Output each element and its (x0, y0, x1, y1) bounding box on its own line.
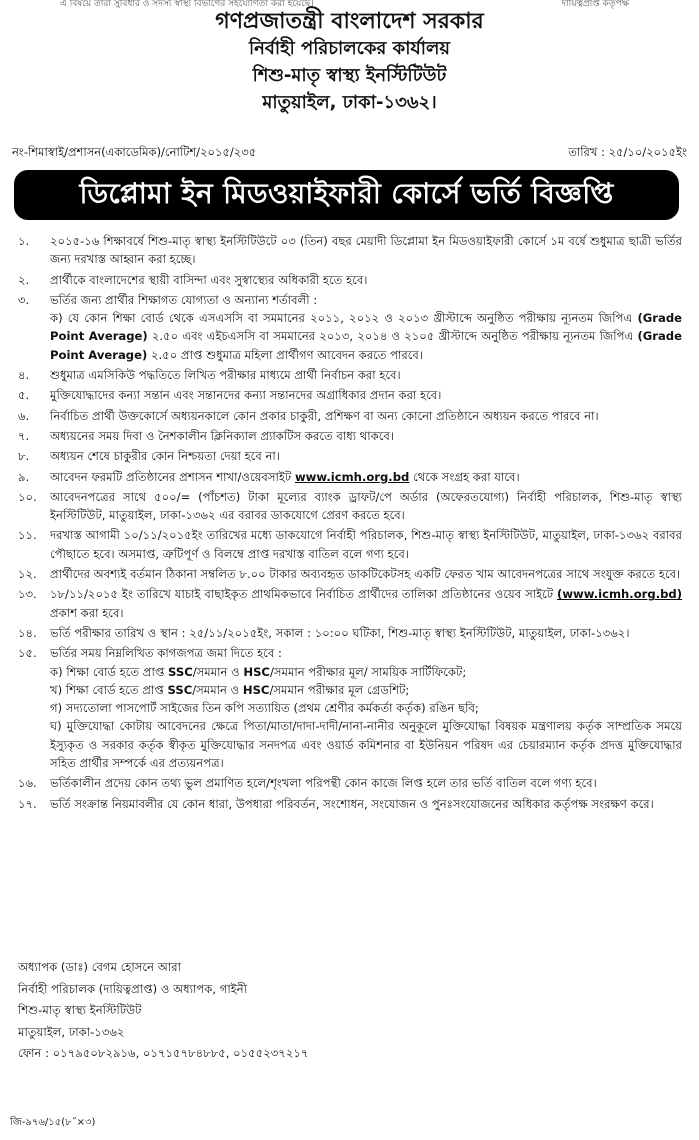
item-number: ১৬. (18, 776, 37, 791)
office-title: নির্বাহী পরিচালকের কার্যালয় (248, 38, 451, 59)
hsc-label: HSC (242, 682, 270, 697)
item-text: প্রার্থীদের অবশ্যই বর্তমান ঠিকানা সম্বলিত ৮.০০ টাকার অব্যবহৃত ডাকটিকেটসহ একটি ফেরত খাম আবেদনপত্রের সাথে সংযুক্ত করতে হবে। (50, 567, 681, 582)
item-number: ১৭. (18, 796, 37, 811)
list-item (14, 291, 682, 364)
signatory-name: অধ্যাপক (ডাঃ) বেগম হোসনে আরা (18, 960, 181, 974)
item-text: দরখাস্ত আগামী ১০/১১/২০১৫ইং তারিখের মধ্যে ডাকযোগে নির্বাহী পরিচালক, শিশু-মাতৃ স্বাস্থ্য ইনস্টিটিউট, মাতুয়াইল, ঢাকা-১৩৬২ বরাবর পৌছাতে হবে। অসমাপ্ত, ত্রুটিপূর্ণ ও বিলম্বে প্রাপ্ত দরখাস্ত বাতিল বলে গণ্য হবে। (50, 528, 682, 561)
item-text: ২০১৫-১৬ শিক্ষাবর্ষে শিশু-মাতৃ স্বাস্থ্য ইনস্টিটিউটে ০৩ (তিন) বছর মেয়াদী ডিপ্লোমা ইন মিডওয়াইফারী কোর্সে ১ম বর্ষে শুধুমাত্র ছাত্রী ভর্তির জন্য দরখাস্ত আহ্বান করা হচ্ছে। (50, 234, 682, 267)
notice-items (14, 232, 682, 815)
notice-title: ডিপ্লোমা ইন মিডওয়াইফারী কোর্সে ভর্তি বিজ্ঞপ্তি (79, 176, 614, 210)
sub-a-part2: ২.৫০ এবং এইচএসসি বা সমমানের ২০১৩, ২০১৪ ও ২১০৫ খ্রীস্টাব্দে অনুষ্ঠিত পরীক্ষায় ন্যূনতম জিপিএ (147, 329, 638, 344)
signature-block (18, 957, 308, 1065)
item-15-sub-d: ঘ) মুক্তিযোদ্ধা কোটায় আবেদনের ক্ষেত্রে পিতা/মাতা/দাদা-দাদী/নানা-নানীর অনুকূলে মুক্তিযোদ্ধা বিষয়ক মন্ত্রণালয় কর্তৃক সাম্প্রতিক সময়ে ইস্যুকৃত ও সরকার কর্তৃক স্বীকৃত মুক্তিযোদ্ধার সনদপত্র এবং ওয়ার্ড কমিশনার বা ইউনিয়ন পরিষদ এর চেয়ারম্যান কর্তৃক প্রদত্ত মুক্তিযোদ্ধার সহিত প্রার্থীর সম্পর্কে এর প্রত্যয়নপত্র। (50, 719, 682, 771)
item-number: ১৩. (18, 587, 37, 602)
item-text: ভর্তিকালীন প্রদেয় কোন তথ্য ভুল প্রমাণিত হলে/শৃংখলা পরিপন্থী কোন কাজে লিপ্ত হলে তার ভর্তি বাতিল বলে গণ্য হবে। (50, 776, 597, 791)
ssc-label: SSC (167, 682, 193, 697)
item-text: মুক্তিযোদ্ধাদের কন্যা সন্তান এবং সন্তানদের কন্যা সন্তানদের অগ্রাধিকার প্রদান করা হবে। (50, 388, 442, 403)
item-text: ভর্তি সংক্রান্ত নিয়মাবলীর যে কোন ধারা, উপধারা পরিবর্তন, সংশোধন, সংযোজন ও পুনঃসংযোজনের অধিকার কর্তৃপক্ষ সংরক্ষণ করে। (50, 796, 654, 811)
item-number: ৫. (18, 388, 30, 403)
item-15-sub-c: গ) সদ্যতোলা পাসপোর্ট সাইজের তিন কপি সত্যায়িত (প্রথম শ্রেণীর কর্মকর্তা কর্তৃক) রঙিন ছবি; (50, 701, 479, 716)
ssc-label: SSC (168, 664, 193, 679)
list-item (14, 271, 682, 289)
item-text: অধ্যয়ন শেষে চাকুরীর কোন নিশ্চয়তা দেয়া হবে না। (50, 449, 280, 464)
item-13-part2: প্রকাশ করা হবে। (50, 605, 124, 620)
item-number: ১০. (18, 489, 37, 504)
item-text (50, 291, 682, 364)
item-3-heading: ভর্তির জন্য প্রার্থীর শিক্ষাগত যোগ্যতা ও অন্যান্য শর্তাবলী : (50, 292, 318, 307)
list-item (14, 624, 682, 642)
item-number: ১৫. (18, 646, 37, 661)
gpa-label: (Grade Point Average) (50, 329, 682, 362)
signatory-designation: নির্বাহী পরিচালক (দায়িত্বপ্রাপ্ত) ও অধ্যাপক, গাইনী (18, 981, 247, 996)
signatory-phone: ফোন : ০১৭৯৫০৮২৯১৬, ০১৭১৫৭৮৪৮৮৫, ০১৫৫২৩৭২১৭ (18, 1046, 309, 1060)
item-number: ১. (18, 234, 30, 248)
item-number: ১১. (18, 528, 37, 543)
notice-date: তারিখ : ২৫/১০/২০১৫ইং (568, 145, 687, 159)
sub-b-post: /সমমান পরীক্ষার মূল গ্রেডশিট; (269, 682, 410, 697)
item-text: শুধুমাত্র এমসিকিউ পদ্ধতিতে লিখিত পরীক্ষার মাধ্যমে প্রার্থী নির্বাচন করা হবে। (50, 368, 401, 383)
item-number: ২. (18, 272, 30, 287)
list-item (14, 644, 682, 772)
item-number: ১২. (18, 567, 37, 582)
sub-a-part1: ক) যে কোন শিক্ষা বোর্ড থেকে এসএসসি বা সমমানের ২০১১, ২০১২ ও ২০১৩ খ্রীস্টাব্দে অনুষ্ঠিত পরীক্ষায় ন্যূনতম জিপিএ (50, 311, 638, 326)
govt-title: গণপ্রজাতন্ত্রী বাংলাদেশ সরকার (215, 9, 484, 34)
item-13-part1: ১৮/১১/২০১৫ ইং তারিখে যাচাই বাছাইকৃত প্রাথমিকভাবে নির্বাচিত প্রার্থীদের তালিকা প্রতিষ্ঠানের ওয়েব সাইটে (50, 587, 558, 602)
item-number: ৭. (18, 428, 30, 443)
cropped-top-left: এ বিষয়ে তারা সুবিধার ও সদস্য স্বাস্থ্য বিভাগের সহযোগিতা করা হয়েছে। (60, 0, 314, 9)
item-number: ৩. (18, 292, 30, 307)
list-item (14, 407, 682, 425)
list-item (14, 447, 682, 465)
publication-code: জি-৯৭৬/১৫(৮˝×৩) (10, 1117, 96, 1128)
hsc-label: HSC (243, 664, 270, 679)
item-15-heading: ভর্তির সময় নিম্নলিখিত কাগজপত্র জমা দিতে হবে : (50, 646, 282, 661)
list-item (14, 774, 682, 792)
item-text: অধ্যয়নের সময় দিবা ও নৈশকালীন ক্লিনিক্যাল প্র্যাকটিস করতে বাধ্য থাকবে। (50, 428, 394, 443)
website-link[interactable]: (www.icmh.org.bd) (557, 587, 682, 602)
item-15-sub-b (50, 681, 682, 699)
item-number: ৯. (18, 469, 30, 484)
item-text: ভর্তি পরীক্ষার তারিখ ও স্থান : ২৫/১১/২০১৫ইং, সকাল : ১০:০০ ঘটিকা, শিশু-মাতৃ স্বাস্থ্য ইনস্টিটিউট, মাতুয়াইল, ঢাকা-১৩৬২। (50, 625, 630, 640)
letterhead (0, 8, 699, 116)
item-text: নির্বাচিত প্রার্থী উক্তকোর্সে অধ্যয়নকালে কোন প্রকার চাকুরী, প্রশিক্ষণ বা অন্য কোনো প্রতিষ্ঠানে অধ্যয়ন করতে পারবে না। (50, 408, 599, 423)
item-number: ১৪. (18, 625, 37, 640)
sub-a-pre: ক) শিক্ষা বোর্ড হতে প্রাপ্ত (50, 664, 169, 679)
item-number: ৪. (18, 368, 30, 383)
item-9-part1: আবেদন ফরমটি প্রতিষ্ঠানের প্রশাসন শাখা/ওয়েবসাইট (50, 469, 295, 484)
item-text: আবেদনপত্রের সাথে ৫০০/= (পাঁচশত) টাকা মূল্যের ব্যাংক ড্রাফট/পে অর্ডার (অফেরতযোগ্য) নির্বাহী পরিচালক, শিশু-মাতৃ স্বাস্থ্য ইনস্টিটিউট, মাতুয়াইল, ঢাকা-১৩৬২ এর বরাবর ডাকযোগে প্রেরণ করতে হবে। (50, 489, 682, 523)
item-text (50, 644, 682, 772)
institute-name: শিশু-মাতৃ স্বাস্থ্য ইনস্টিটিউট (252, 65, 447, 86)
list-item (14, 585, 682, 622)
gpa-label: (Grade Point Average) (50, 311, 682, 344)
list-item (14, 366, 682, 384)
list-item (14, 468, 682, 486)
list-item (14, 565, 682, 583)
list-item (14, 526, 682, 563)
sub-b-mid: /সমমান ও (192, 682, 243, 697)
signatory-address: মাতুয়াইল, ঢাকা-১৩৬২ (18, 1024, 125, 1039)
cropped-top-right: দায়িত্বপ্রাপ্ত কর্তৃপক্ষ (561, 0, 629, 9)
sub-a-mid: /সমমান ও (192, 664, 244, 679)
item-number: ৬. (18, 408, 30, 423)
institute-address: মাতুয়াইল, ঢাকা-১৩৬২। (262, 92, 437, 113)
item-text (50, 468, 682, 486)
memo-number: নং-শিমাস্বাই/প্রশাসন(একাডেমিক)/নোটিশ/২০১৫/২৩৫ (12, 145, 257, 159)
list-item (14, 232, 682, 269)
signatory-institute: শিশু-মাতৃ স্বাস্থ্য ইনস্টিটিউট (18, 1003, 142, 1017)
item-9-part2: থেকে সংগ্রহ করা যাবে। (409, 469, 520, 484)
sub-b-pre: খ) শিক্ষা বোর্ড হতে প্রাপ্ত (50, 682, 168, 697)
notice-title-banner (14, 170, 679, 220)
sub-a-part3: ২.৫০ প্রাপ্ত শুধুমাত্র মহিলা প্রার্থীগণ আবেদন করতে পারবে। (147, 347, 424, 362)
website-link[interactable]: www.icmh.org.bd (294, 469, 410, 484)
list-item (14, 386, 682, 404)
list-item (14, 427, 682, 445)
list-item (14, 488, 682, 525)
item-3-sub-a (50, 309, 682, 364)
item-text (50, 585, 682, 622)
item-15-sub-a (50, 663, 682, 681)
item-number: ৮. (18, 449, 30, 464)
item-text: প্রার্থীকে বাংলাদেশের স্থায়ী বাসিন্দা এবং সুস্বাস্থ্যের অধিকারী হতে হবে। (50, 272, 368, 287)
list-item (14, 795, 682, 813)
sub-a-post: /সমমান পরীক্ষার মূল/ সাময়িক সার্টিফিকেট; (269, 664, 467, 679)
